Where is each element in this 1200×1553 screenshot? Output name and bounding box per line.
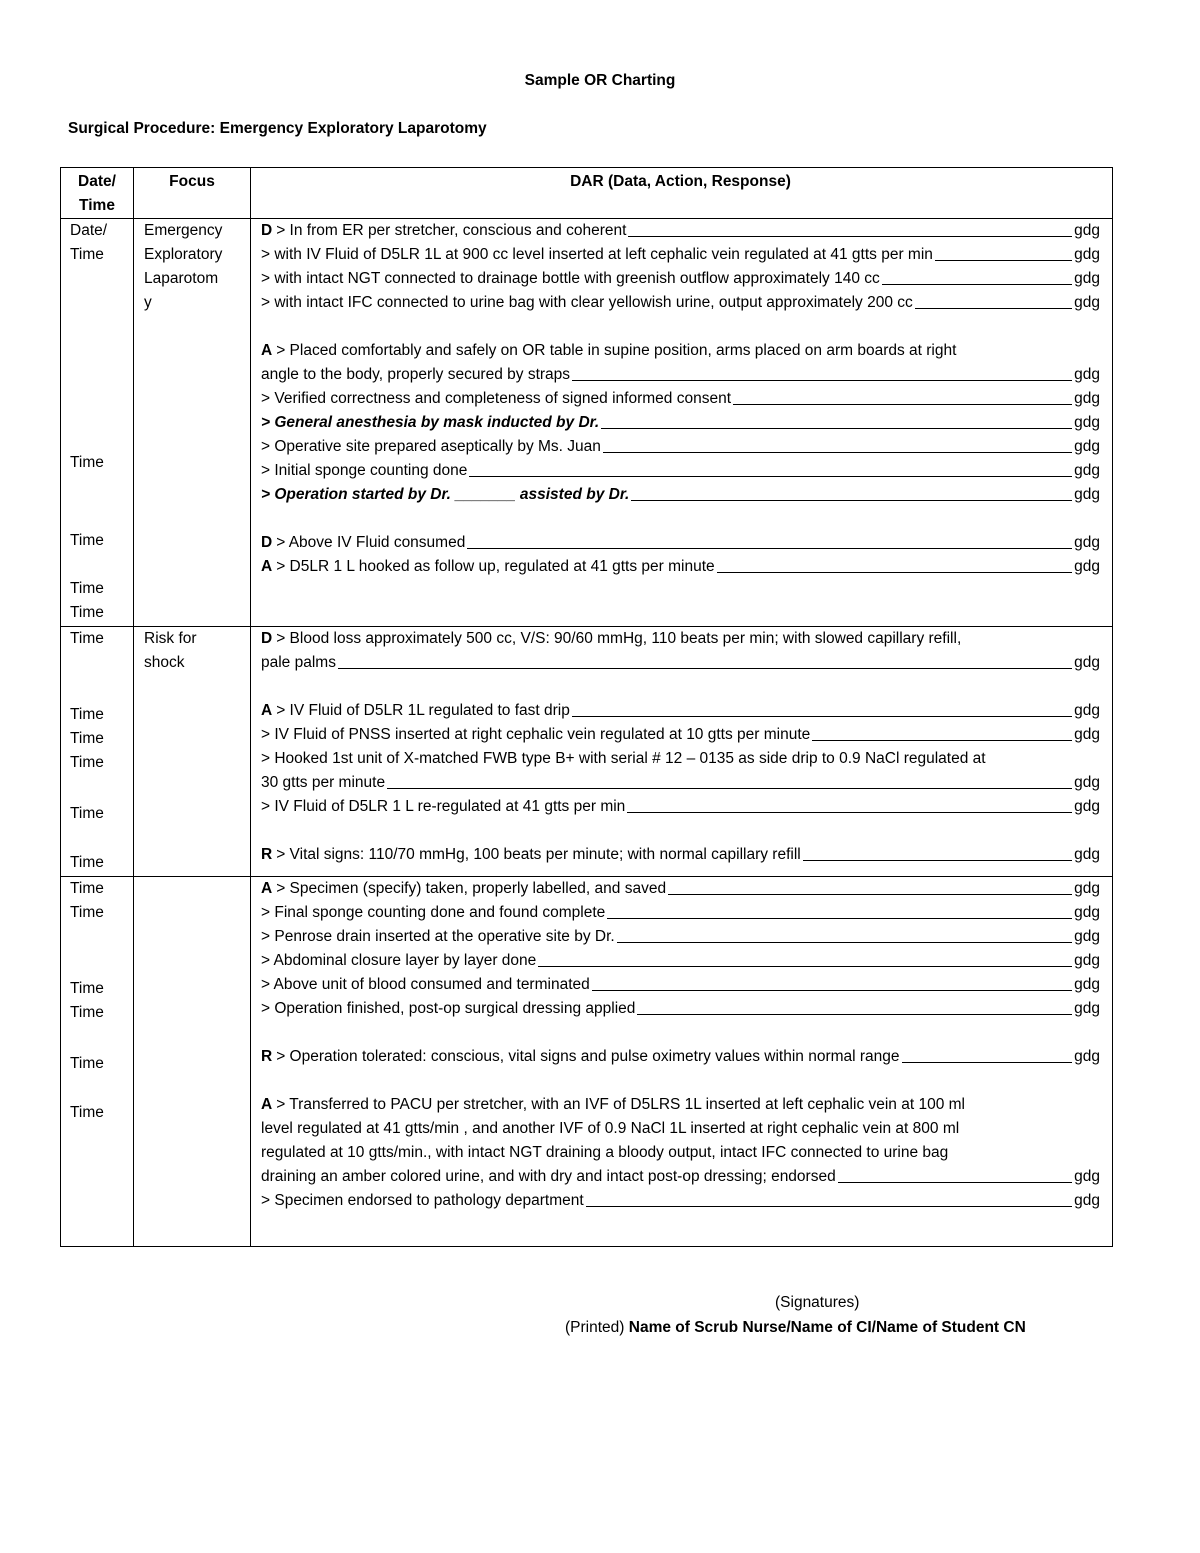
dar-entry-text: > In from ER per stretcher, conscious and coherent <box>276 222 627 239</box>
printed-label: (Printed) <box>565 1319 625 1336</box>
table-header-row <box>61 168 1112 218</box>
signature-blank-line <box>812 723 1072 741</box>
dar-entry-line <box>261 1141 1100 1165</box>
dar-entry-line <box>261 291 1100 315</box>
header-time-label: Time <box>79 197 115 214</box>
table-row <box>61 626 1112 876</box>
dar-type-letter: R <box>261 1048 273 1065</box>
initials: gdg <box>1074 486 1100 503</box>
initials: gdg <box>1074 904 1100 921</box>
initials: gdg <box>1074 798 1100 815</box>
dar-type-letter: D <box>261 222 273 239</box>
dar-entry-text: > Blood loss approximately 500 cc, V/S: 90/60 mmHg, 110 beats per min; with slowed capillary refill, <box>276 630 962 647</box>
dar-entry-line <box>261 435 1100 459</box>
dar-entry-text: draining an amber colored urine, and with dry and intact post-op dressing; endorsed <box>261 1168 836 1185</box>
dar-type-letter: A <box>261 342 273 359</box>
surgical-procedure: Surgical Procedure: Emergency Exploratory Laparotomy <box>68 120 487 137</box>
initials: gdg <box>1074 726 1100 743</box>
header-dar: DAR (Data, Action, Response) <box>570 173 791 190</box>
time-entry: Date/ <box>70 222 108 239</box>
dar-entry-text: > Specimen endorsed to pathology department <box>261 1192 584 1209</box>
dar-entry-line <box>261 459 1100 483</box>
focus-text-line: shock <box>144 654 185 671</box>
time-cell <box>61 219 134 626</box>
signature-blank-line <box>668 877 1072 895</box>
header-focus: Focus <box>134 168 251 218</box>
dar-entry-text: > with IV Fluid of D5LR 1L at 900 cc level inserted at left cephalic vein regulated at 41 gtts per min <box>261 246 933 263</box>
signatures-label: (Signatures) <box>775 1294 860 1311</box>
dar-entry-line <box>261 843 1100 867</box>
block-separator <box>261 507 1100 531</box>
dar-type-letter: A <box>261 880 273 897</box>
time-entry: Time <box>70 1055 104 1072</box>
signature-blank-line <box>915 291 1072 309</box>
dar-type-letter: A <box>261 702 273 719</box>
time-entry: Time <box>70 532 104 549</box>
signature-blank-line <box>838 1165 1072 1183</box>
dar-entry-text: > with intact IFC connected to urine bag with clear yellowish urine, output approximately 200 cc <box>261 294 913 311</box>
dar-entry-line <box>261 1045 1100 1069</box>
dar-entry-line <box>261 771 1100 795</box>
dar-entry-text: > Placed comfortably and safely on OR table in supine position, arms placed on arm boards at right <box>276 342 957 359</box>
dar-entry-text: angle to the body, properly secured by straps <box>261 366 571 383</box>
dar-entry-line <box>261 531 1100 555</box>
dar-entry-text: 30 gtts per minute <box>261 774 386 791</box>
signature-blank-line <box>387 771 1072 789</box>
signature-blank-line <box>631 483 1072 501</box>
dar-entry-line <box>261 877 1100 901</box>
dar-entry-line <box>261 243 1100 267</box>
dar-entry-text: > Vital signs: 110/70 mmHg, 100 beats per minute; with normal capillary refill <box>276 846 801 863</box>
dar-entry-line <box>261 483 1100 507</box>
dar-entry-text: > IV Fluid of D5LR 1 L re-regulated at 41 gtts per min <box>261 798 626 815</box>
focus-text-line: Exploratory <box>144 246 223 263</box>
dar-cell <box>251 219 1112 626</box>
time-entry: Time <box>70 604 104 621</box>
initials: gdg <box>1074 390 1100 407</box>
signature-blank-line <box>338 651 1072 669</box>
signature-blank-line <box>637 997 1072 1015</box>
focus-cell <box>134 627 251 876</box>
time-entry: Time <box>70 706 104 723</box>
time-entry: Time <box>70 805 104 822</box>
initials: gdg <box>1074 222 1100 239</box>
dar-entry-text: > Above IV Fluid consumed <box>276 534 466 551</box>
dar-entry-line <box>261 949 1100 973</box>
dar-entry-text: > IV Fluid of PNSS inserted at right cephalic vein regulated at 10 gtts per minute <box>261 726 811 743</box>
initials: gdg <box>1074 774 1100 791</box>
initials: gdg <box>1074 414 1100 431</box>
dar-entry-text: > D5LR 1 L hooked as follow up, regulated at 41 gtts per minute <box>276 558 715 575</box>
initials: gdg <box>1074 246 1100 263</box>
signature-blank-line <box>592 973 1072 991</box>
time-entry: Time <box>70 1104 104 1121</box>
initials: gdg <box>1074 1192 1100 1209</box>
signature-blank-line <box>538 949 1072 967</box>
document-title: Sample OR Charting <box>524 72 676 89</box>
focus-cell <box>134 219 251 626</box>
dar-entry-line <box>261 723 1100 747</box>
dar-entry-line <box>261 901 1100 925</box>
signature-blank-line <box>733 387 1072 405</box>
charting-table <box>60 167 1113 1247</box>
dar-entry-line <box>261 387 1100 411</box>
signature-blank-line <box>935 243 1072 261</box>
initials: gdg <box>1074 1048 1100 1065</box>
dar-type-letter: A <box>261 1096 273 1113</box>
signature-blank-line <box>572 699 1072 717</box>
time-entry: Time <box>70 754 104 771</box>
signature-blank-line <box>882 267 1072 285</box>
dar-entry-line <box>261 555 1100 579</box>
dar-entry-line <box>261 699 1100 723</box>
dar-entry-line <box>261 1189 1100 1213</box>
signature-blank-line <box>607 901 1072 919</box>
time-entry: Time <box>70 580 104 597</box>
dar-entry-line <box>261 747 1100 771</box>
initials: gdg <box>1074 1000 1100 1017</box>
dar-type-letter: A <box>261 558 273 575</box>
signatory-names: Name of Scrub Nurse/Name of CI/Name of Student CN <box>628 1319 1026 1336</box>
dar-entry-text: > Final sponge counting done and found complete <box>261 904 606 921</box>
signature-blank-line <box>586 1189 1072 1207</box>
time-entry: Time <box>70 454 104 471</box>
dar-type-letter: R <box>261 846 273 863</box>
time-entry: Time <box>70 904 104 921</box>
table-row <box>61 218 1112 626</box>
initials: gdg <box>1074 928 1100 945</box>
signature-blank-line <box>572 363 1072 381</box>
initials: gdg <box>1074 702 1100 719</box>
dar-entry-line <box>261 339 1100 363</box>
dar-entry-line <box>261 973 1100 997</box>
time-entry: Time <box>70 246 104 263</box>
dar-type-letter: D <box>261 630 273 647</box>
dar-entry-text: > Transferred to PACU per stretcher, with an IVF of D5LRS 1L inserted at left cephalic vein at 100 ml <box>276 1096 965 1113</box>
signature-blank-line <box>617 925 1072 943</box>
initials: gdg <box>1074 976 1100 993</box>
dar-entry-line <box>261 219 1100 243</box>
signature-blank-line <box>467 531 1072 549</box>
header-date-label: Date/ <box>78 173 116 190</box>
initials: gdg <box>1074 1168 1100 1185</box>
initials: gdg <box>1074 654 1100 671</box>
signature-blank-line <box>717 555 1072 573</box>
dar-entry-text: level regulated at 41 gtts/min , and another IVF of 0.9 NaCl 1L inserted at right cephalic vein at 800 ml <box>261 1120 960 1137</box>
block-separator <box>261 1021 1100 1045</box>
signature-blank-line <box>902 1045 1073 1063</box>
initials: gdg <box>1074 438 1100 455</box>
printed-names <box>565 1319 1026 1337</box>
time-cell <box>61 627 134 876</box>
dar-entry-text: > with intact NGT connected to drainage bottle with greenish outflow approximately 140 cc <box>261 270 880 287</box>
dar-entry-text: pale palms <box>261 654 336 671</box>
time-entry: Time <box>70 630 104 647</box>
block-separator <box>261 1069 1100 1093</box>
dar-cell <box>251 877 1112 1246</box>
dar-entry-line <box>261 1093 1100 1117</box>
focus-text-line: y <box>144 294 152 311</box>
table-row <box>61 876 1112 1246</box>
initials: gdg <box>1074 558 1100 575</box>
signature-blank-line <box>627 795 1072 813</box>
initials: gdg <box>1074 952 1100 969</box>
dar-entry-text: > Operation finished, post-op surgical dressing applied <box>261 1000 636 1017</box>
time-entry: Time <box>70 854 104 871</box>
initials: gdg <box>1074 294 1100 311</box>
dar-entry-text: > IV Fluid of D5LR 1L regulated to fast drip <box>276 702 570 719</box>
dar-entry-text: > Above unit of blood consumed and terminated <box>261 976 590 993</box>
signature-blank-line <box>628 219 1072 237</box>
time-entry: Time <box>70 880 104 897</box>
dar-entry-line <box>261 795 1100 819</box>
dar-entry-text: > General anesthesia by mask inducted by Dr. <box>261 414 600 431</box>
dar-entry-line <box>261 411 1100 435</box>
focus-text-line: Risk for <box>144 630 197 647</box>
dar-entry-text: > Penrose drain inserted at the operative site by Dr. <box>261 928 615 945</box>
time-entry: Time <box>70 980 104 997</box>
initials: gdg <box>1074 270 1100 287</box>
dar-entry-text: > Specimen (specify) taken, properly labelled, and saved <box>276 880 667 897</box>
dar-entry-line <box>261 267 1100 291</box>
dar-entry-line <box>261 997 1100 1021</box>
block-separator <box>261 315 1100 339</box>
initials: gdg <box>1074 880 1100 897</box>
signature-blank-line <box>601 411 1072 429</box>
block-separator <box>261 675 1100 699</box>
focus-text-line: Laparotom <box>144 270 219 287</box>
dar-entry-line <box>261 925 1100 949</box>
initials: gdg <box>1074 462 1100 479</box>
time-cell <box>61 877 134 1246</box>
dar-entry-text: > Operation started by Dr. _______ assisted by Dr. <box>261 486 630 503</box>
header-date-time <box>61 168 134 218</box>
signature-blank-line <box>603 435 1072 453</box>
dar-entry-text: > Operative site prepared aseptically by Ms. Juan <box>261 438 601 455</box>
dar-entry-text: regulated at 10 gtts/min., with intact NGT draining a bloody output, intact IFC connected to urine bag <box>261 1144 949 1161</box>
block-separator <box>261 819 1100 843</box>
dar-entry-line <box>261 651 1100 675</box>
focus-cell <box>134 877 251 1246</box>
dar-entry-text: > Verified correctness and completeness of signed informed consent <box>261 390 732 407</box>
dar-cell <box>251 627 1112 876</box>
dar-entry-text: > Abdominal closure layer by layer done <box>261 952 537 969</box>
dar-entry-text: > Operation tolerated: conscious, vital signs and pulse oximetry values within normal range <box>276 1048 900 1065</box>
time-entry: Time <box>70 730 104 747</box>
focus-text-line: Emergency <box>144 222 223 239</box>
dar-entry-text: > Hooked 1st unit of X-matched FWB type B+ with serial # 12 – 0135 as side drip to 0.9 NaCl regulated at <box>261 750 986 767</box>
dar-entry-line <box>261 627 1100 651</box>
initials: gdg <box>1074 366 1100 383</box>
dar-entry-text: > Initial sponge counting done <box>261 462 468 479</box>
dar-entry-line <box>261 363 1100 387</box>
dar-entry-line <box>261 1165 1100 1189</box>
signature-blank-line <box>803 843 1072 861</box>
signature-blank-line <box>469 459 1072 477</box>
initials: gdg <box>1074 534 1100 551</box>
dar-type-letter: D <box>261 534 273 551</box>
time-entry: Time <box>70 1004 104 1021</box>
initials: gdg <box>1074 846 1100 863</box>
dar-entry-line <box>261 1117 1100 1141</box>
